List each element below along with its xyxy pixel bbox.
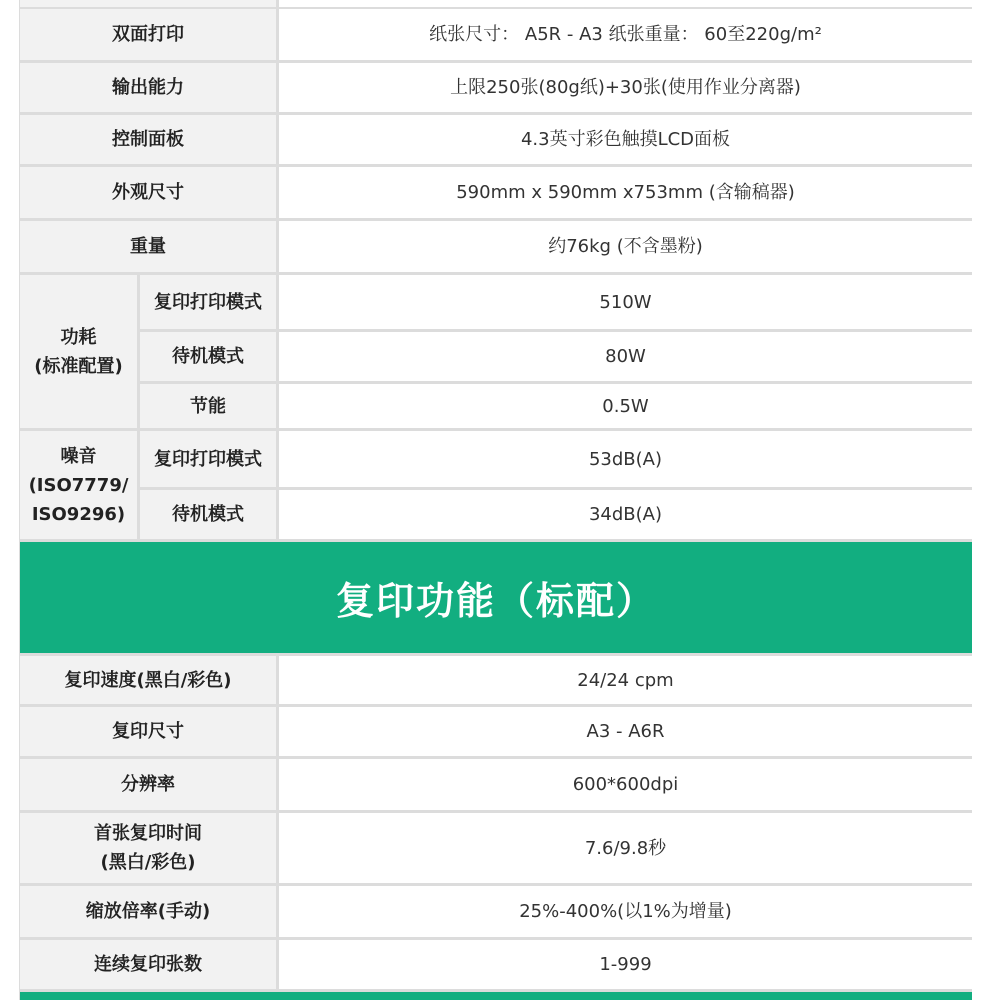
copy-size-label: 复印尺寸: [20, 707, 276, 756]
copy-size-value: A3 - A6R: [279, 707, 972, 756]
resolution-value: 600*600dpi: [279, 759, 972, 810]
dimensions-label: 外观尺寸: [20, 167, 276, 218]
power-consumption-label: 功耗 (标准配置): [20, 275, 137, 428]
noise-copy-print-mode-label: 复印打印模式: [140, 431, 276, 487]
output-capacity-value: 上限250张(80g纸)+30张(使用作业分离器): [279, 63, 972, 112]
power-copy-print-mode-value: 510W: [279, 275, 972, 329]
duplex-printing-label: 双面打印: [20, 9, 276, 60]
dimensions-value: 590mm x 590mm x753mm (含输稿器): [279, 167, 972, 218]
control-panel-label: 控制面板: [20, 115, 276, 164]
copy-speed-label: 复印速度(黑白/彩色): [20, 656, 276, 704]
zoom-ratio-label: 缩放倍率(手动): [20, 886, 276, 937]
power-standby-mode-value: 80W: [279, 332, 972, 381]
noise-label: 噪音 (ISO7779/ ISO9296): [20, 431, 137, 539]
copy-speed-value: 24/24 cpm: [279, 656, 972, 704]
output-capacity-label: 输出能力: [20, 63, 276, 112]
previous-row-label-edge: [20, 0, 276, 7]
first-copy-time-label: 首张复印时间 (黑白/彩色): [20, 813, 276, 883]
noise-standby-mode-value: 34dB(A): [279, 490, 972, 539]
power-standby-mode-label: 待机模式: [140, 332, 276, 381]
previous-row-value-edge: [279, 0, 972, 7]
duplex-printing-value: 纸张尺寸： A5R - A3 纸张重量： 60至220g/m²: [279, 9, 972, 60]
copy-function-title: 复印功能（标配）: [335, 579, 656, 623]
next-section-banner-edge: [20, 992, 972, 1000]
copy-function-banner: [20, 542, 972, 653]
weight-value: 约76kg (不含墨粉): [279, 221, 972, 272]
control-panel-value: 4.3英寸彩色触摸LCD面板: [279, 115, 972, 164]
power-energy-saving-label: 节能: [140, 384, 276, 428]
zoom-ratio-value: 25%-400%(以1%为增量): [279, 886, 972, 937]
noise-standby-mode-label: 待机模式: [140, 490, 276, 539]
resolution-label: 分辨率: [20, 759, 276, 810]
weight-label: 重量: [20, 221, 276, 272]
continuous-copy-label: 连续复印张数: [20, 940, 276, 989]
noise-copy-print-mode-value: 53dB(A): [279, 431, 972, 487]
power-copy-print-mode-label: 复印打印模式: [140, 275, 276, 329]
continuous-copy-value: 1-999: [279, 940, 972, 989]
power-energy-saving-value: 0.5W: [279, 384, 972, 428]
first-copy-time-value: 7.6/9.8秒: [279, 813, 972, 883]
